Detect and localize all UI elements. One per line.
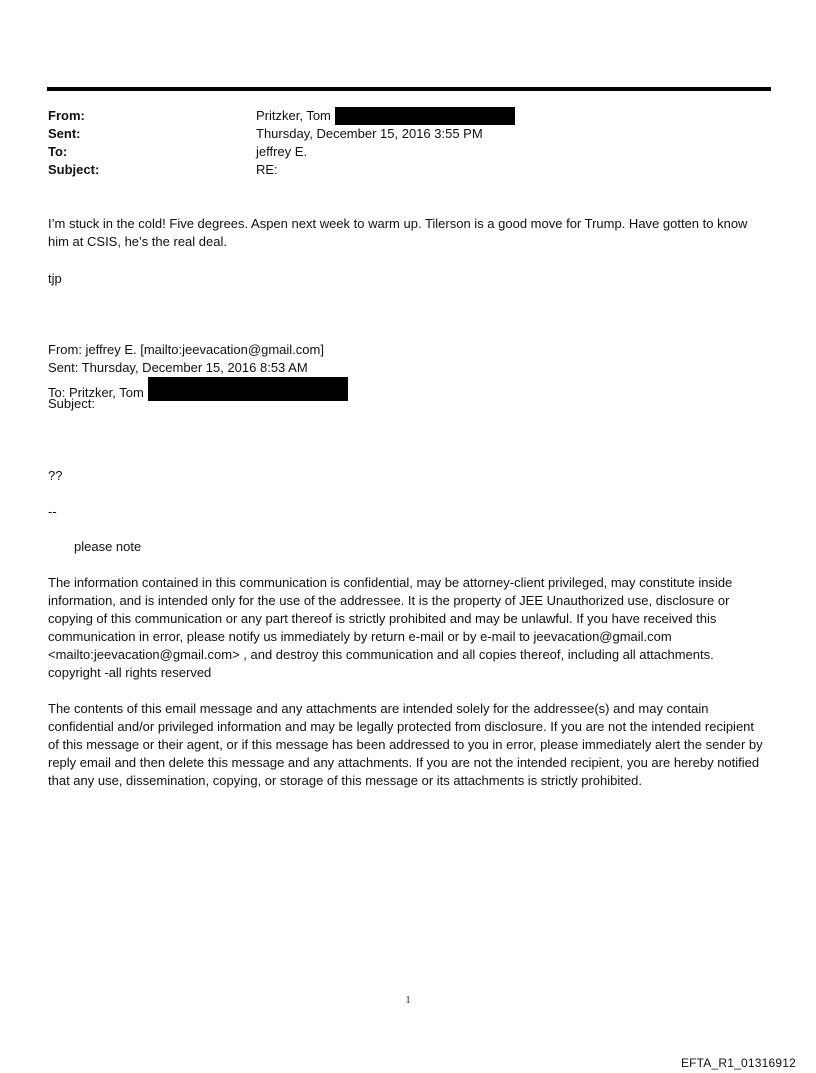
quoted-body <box>48 467 768 485</box>
redaction-bar <box>148 377 348 401</box>
quoted-subject-line: Subject: <box>48 396 95 411</box>
signature-separator <box>48 503 768 521</box>
message-signoff <box>48 270 768 288</box>
quoted-body-text: ?? <box>48 468 63 483</box>
page-number: 1 <box>405 995 411 1006</box>
subject-row <box>48 161 768 179</box>
from-label: From: <box>48 108 85 123</box>
quoted-to-line: To: Pritzker, Tom <box>48 385 144 400</box>
quoted-header <box>48 341 768 413</box>
to-row <box>48 143 768 161</box>
please-note-text: please note <box>74 539 142 554</box>
email-header <box>48 107 768 179</box>
bates-number: EFTA_R1_01316912 <box>680 1056 796 1070</box>
to-value: jeffrey E. <box>256 144 308 159</box>
sent-label: Sent: <box>48 126 81 141</box>
redaction-bar <box>335 107 515 125</box>
quoted-from-line: From: jeffrey E. [mailto:jeevacation@gmail.com] <box>48 342 324 357</box>
subject-label: Subject: <box>48 162 100 177</box>
legal-disclaimer-1-text: The information contained in this communication is confidential, may be attorney-client privileged, may constitute inside information, and is intended only for the use of the addressee. It is the property of JEE Unauthorized use, disclosure or copying of this communication or any part thereof is strictly prohibited and may be unlawful. If you have received this communication in error, please notify us immediately by return e-mail or by e-mail to jeevacation@gmail.com <mailto:jeevacation@gmail.com> , and destroy this communication and all copies thereof, including all attachments. copyright -all rights reserved <box>48 575 733 680</box>
sent-row <box>48 125 768 143</box>
from-name: Pritzker, Tom <box>256 108 331 123</box>
please-note <box>74 538 794 556</box>
legal-disclaimer-1 <box>48 574 768 682</box>
separator-text: -- <box>48 504 57 519</box>
quoted-to-row <box>48 377 768 400</box>
legal-disclaimer-2 <box>48 700 768 790</box>
quoted-sent-line: Sent: Thursday, December 15, 2016 8:53 AM <box>48 360 308 375</box>
subject-value: RE: <box>256 162 278 177</box>
from-row <box>48 107 768 125</box>
message-body <box>48 215 768 251</box>
signoff-text: tjp <box>48 271 62 286</box>
sent-value: Thursday, December 15, 2016 3:55 PM <box>256 126 483 141</box>
message-paragraph: I’m stuck in the cold! Five degrees. Aspen next week to warm up. Tilerson is a good move for Trump. Have gotten to know him at CSIS, he’s the real deal. <box>48 216 748 249</box>
to-label: To: <box>48 144 68 159</box>
from-value <box>256 107 768 125</box>
header-rule <box>47 87 771 91</box>
legal-disclaimer-2-text: The contents of this email message and any attachments are intended solely for the addressee(s) and may contain confidential and/or privileged information and may be legally protected from disclosure. If you are not the intended recipient of this message or their agent, or if this message has been addressed to you in error, please immediately alert the sender by reply email and then delete this message and any attachments. If you are not the intended recipient, you are hereby notified that any use, dissemination, copying, or storage of this message or its attachments is strictly prohibited. <box>48 701 763 788</box>
